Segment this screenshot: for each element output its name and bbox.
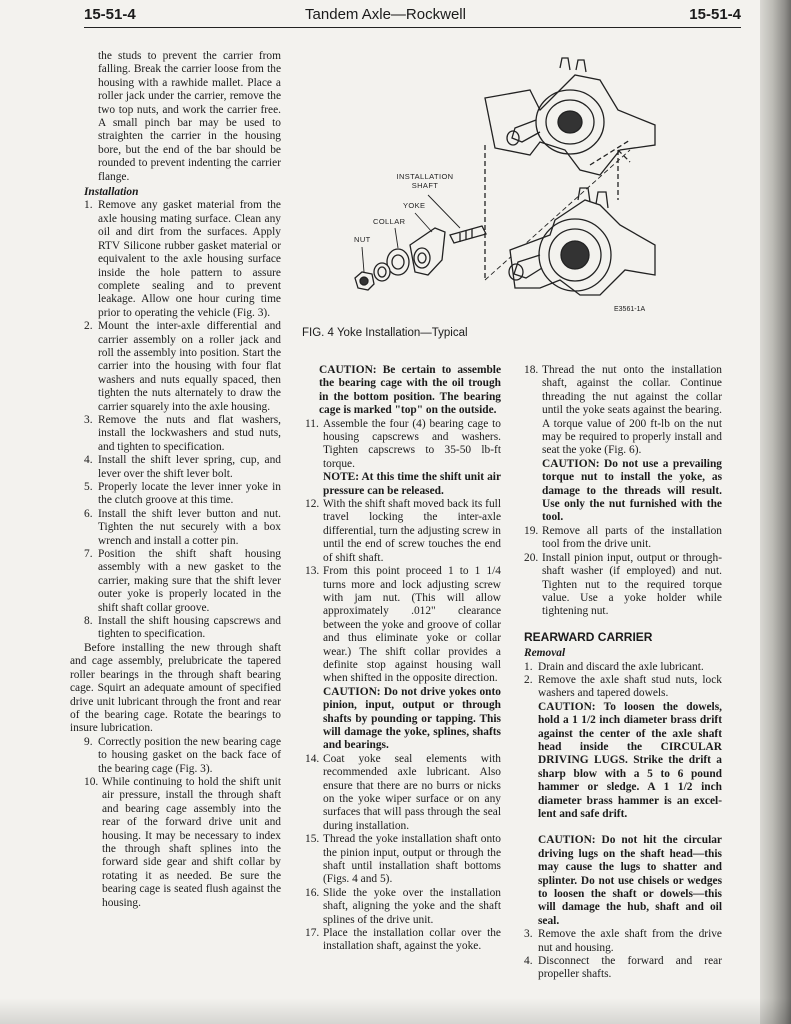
step-2: 2. Mount the inter-axle differential and carrier assembly on a roller jack and roll the assembly into position. Start the carrier into the housing with four flat washers and nuts equally spaced, then tighten the nuts alternately to draw the carrier squarely into the axle housing.: [84, 320, 281, 413]
page-bottom-shadow: [0, 998, 791, 1024]
label-collar: COLLAR: [373, 217, 406, 226]
figure-id: E3561-1A: [614, 306, 646, 313]
page-number-right: 15-51-4: [689, 6, 741, 23]
removal-step-1: 1. Drain and discard the axle lubricant.: [524, 660, 704, 673]
step-3: 3. Remove the nuts and flat washers, install the lockwashers and stud nuts, and tighten to specification.: [84, 413, 281, 453]
label-installation-shaft: INSTALLATION SHAFT: [396, 172, 454, 190]
removal-heading: Removal: [524, 647, 566, 660]
column-middle: [305, 364, 501, 954]
figure-caption: FIG. 4 Yoke Installation—Typical: [302, 327, 468, 339]
book-spine-shadow: [760, 0, 791, 1024]
installation-steps: [84, 199, 281, 641]
step-19: 19. Remove all parts of the installation tool from the drive unit.: [524, 524, 722, 551]
step-4: 4. Install the shift lever spring, cup, and lever over the shift lever bolt.: [84, 454, 281, 480]
caution-18: CAUTION: Do not use a prevailing torque nut to install the yoke, as damage to the threads will result. Use only the nut furnished with the tool.: [542, 457, 722, 524]
nut-part: [355, 272, 374, 290]
page-number-left: 15-51-4: [84, 6, 136, 23]
installation-heading: Installation: [84, 186, 139, 199]
upper-axle-housing: [485, 58, 655, 175]
steps-11-17: [305, 418, 501, 954]
step-14: 14. Coat yoke seal elements with recommended axle lubricant. Also ensure that there are no burrs or nicks on the yoke wiper surface or on any surfaces that will pass through the seal during installation.: [305, 752, 501, 832]
removal-steps: [524, 661, 722, 982]
installation-steps-continued: [84, 736, 281, 910]
figure-yoke-installation: [300, 50, 740, 335]
step-6: 6. Install the shift lever button and nut. Tighten the nut securely with a box wrench and install a cotter pin.: [84, 507, 281, 547]
step-9: 9. Correctly position the new bearing cage to housing gasket on the back face of the bearing cage (Fig. 3).: [84, 735, 281, 775]
step-5: 5. Properly locate the lever inner yoke in the clutch groove at this time.: [84, 481, 281, 507]
steps-18-20: [524, 364, 722, 619]
prelubricate-paragraph: Before installing the new through shaft and cage assembly, prelubricate the tapered roller bearings in the through shaft bearing cage. Squirt an adequate amount of specified drive unit lubricant through the front and rear of the bearing cage. Rotate the bearings to insure lubrication.: [70, 641, 281, 735]
page-title: Tandem Axle—Rockwell: [305, 6, 466, 23]
column-right: [524, 364, 722, 982]
step-10: 10. While continuing to hold the shift unit air pressure, install the through shaft and bearing cage assembly into the rear of the forward drive unit and housing. It may be necessary to index the through shaft splines into the forward side gear and shift collar by rotating it as needed. Be sure the bearing cage is seated flush against the housing.: [84, 775, 281, 909]
installation-shaft-part: [450, 226, 486, 243]
caution-dowels: CAUTION: To loosen the dowels, hold a 1 1/2 inch diameter brass drift against the center of the axle shaft head inside the CIRCULAR DRIVING LUGS. Strike the drift a sharp blow with a 5 to 6 pound hammer or sledge. A 1 1/2 inch diameter brass hammer is an excel-lent and safe drift.: [538, 700, 722, 820]
step-7: 7. Position the shift shaft housing assembly with a new gasket to the carrier, making sure that the shift lever outer yoke is properly located in the shift shaft collar groove.: [84, 548, 281, 614]
header-rule: [84, 27, 741, 28]
rearward-carrier-heading: REARWARD CARRIER: [524, 629, 653, 644]
caution-driving-lugs: CAUTION: Do not hit the circular driving lugs on the shaft head—this may cause the lugs to shatter and splinter. Do not use chisels or wedges to loosen the shaft or dowels—this will damage the hub, shaft and oil seal.: [538, 834, 722, 927]
step-13: 13. From this point proceed 1 to 1 1/4 turns more and lock adjusting screw with jam nut. (This will allow approximately .012" clearance between the yoke and groove of collar and thus eliminate yoke or collar wear.) The shift collar provides a definite stop against housing wall when shifted in the opposite direction.: [305, 565, 501, 685]
step-1: 1. Remove any gasket material from the axle housing mating surface. Clean any oil and dirt from the surfaces. Apply RTV Silicone rubber gasket material or equivalent to the axle housing surface inside the hole pattern to assure complete sealing and to prevent leakage. Allow one hour curing time prior to operating the vehicle (Fig. 3).: [84, 199, 281, 319]
yoke-part: [410, 228, 445, 275]
yoke-installation-illustration: [300, 50, 740, 330]
washer-part: [374, 263, 390, 281]
step-17: 17. Place the installation collar over the installation shaft, against the yoke.: [305, 927, 501, 953]
label-yoke: YOKE: [403, 201, 426, 210]
step-16: 16. Slide the yoke over the installation shaft, aligning the yoke and the shaft splines of the drive unit.: [305, 886, 501, 926]
lower-axle-housing: [509, 188, 655, 295]
step-15: 15. Thread the yoke installation shaft onto the pinion input, output or through the shaft until installation shaft bottoms (Figs. 4 and 5).: [305, 833, 501, 886]
intro-paragraph: the studs to prevent the carrier from falling. Break the carrier loose from the housing with a rawhide mallet. Place a roller jack under the carrier, remove the two top nuts, and work the carrier free. A small pinch bar may be used to straighten the carrier in the housing bore, but the end of the bar should be rounded to prevent indenting the carrier flange.: [98, 50, 281, 183]
step-8: 8. Install the shift housing capscrews and tighten to specification.: [84, 615, 281, 641]
step-11: 11. Assemble the four (4) bearing cage to housing capscrews and washers. Tighten capscrews to 35-50 lb-ft torque.: [305, 417, 501, 470]
caution-13: CAUTION: Do not drive yokes onto pinion, input, output or through shafts by pounding or tapping. This will damage the yoke, splines, shafts and bearings.: [323, 685, 501, 752]
step-20: 20. Install pinion input, output or through-shaft washer (if employed) and nut. Tighten nut to the required torque value. Use a yoke holder while tightening nut.: [524, 551, 722, 618]
caution-bearing-cage: CAUTION: Be certain to assemble the bearing cage with the oil trough in the bottom position. The bearing cage is marked "top" on the outside.: [319, 364, 501, 417]
column-left: [70, 50, 281, 910]
removal-step-4: 4. Disconnect the forward and rear propeller shafts.: [524, 955, 722, 981]
removal-step-2: 2. Remove the axle shaft stud nuts, lock washers and tapered dowels.: [524, 673, 722, 700]
step-18: 18. Thread the nut onto the installation shaft, against the collar. Continue threading the nut against the collar until the yoke seats against the bearing. A torque value of 200 ft-lb on the nut may be required to properly install and seat the yoke (Fig. 6).: [524, 364, 722, 457]
step-12: 12. With the shift shaft moved back its full travel locking the inter-axle differential, turn the adjusting screw in until the end of screw touches the end of shift shaft.: [305, 498, 501, 564]
label-nut: NUT: [354, 235, 371, 244]
removal-step-3: 3. Remove the axle shaft from the drive nut and housing.: [524, 928, 722, 954]
note-11: NOTE: At this time the shift unit air pressure can be released.: [323, 471, 501, 497]
